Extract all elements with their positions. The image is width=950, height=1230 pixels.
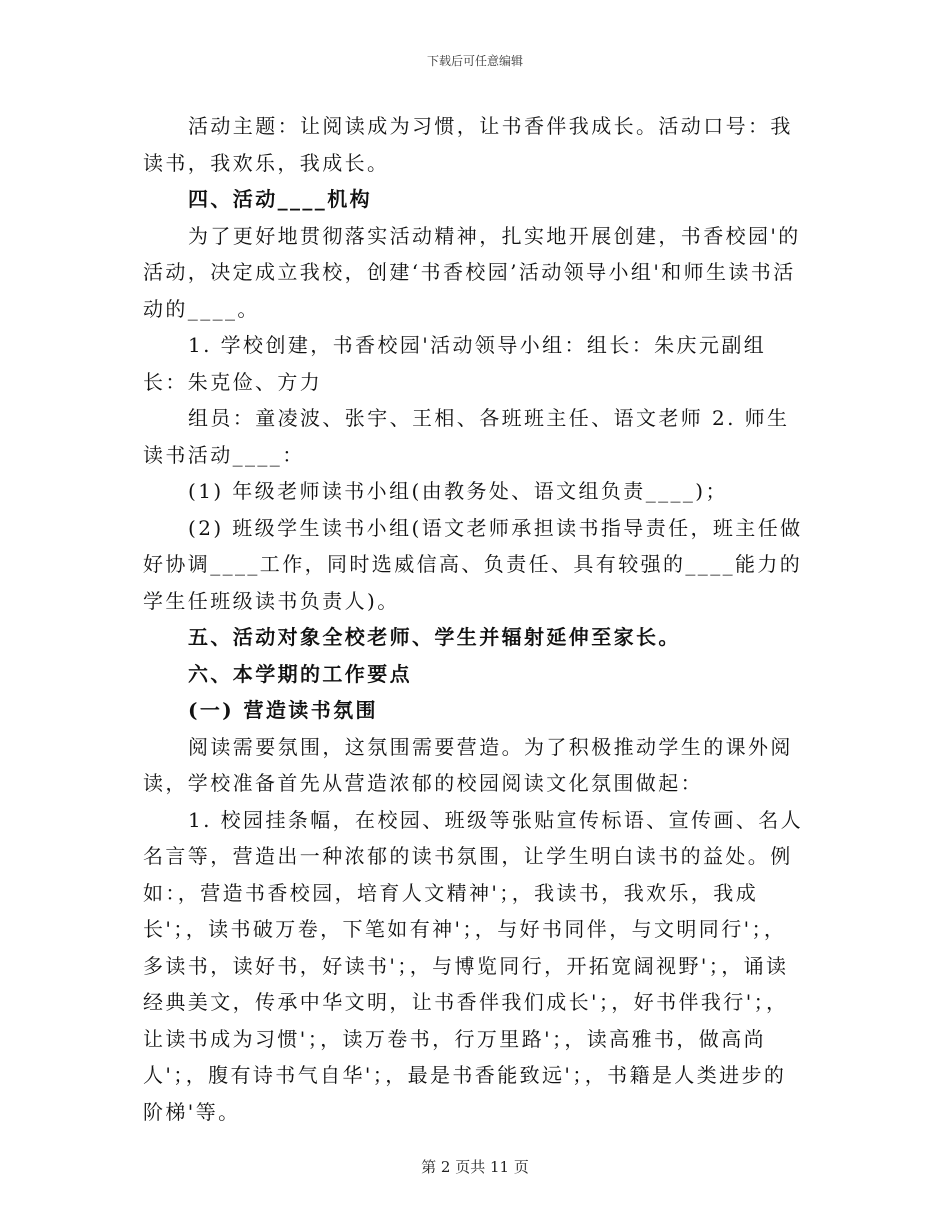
page-header: 下载后可任意编辑 bbox=[426, 54, 523, 68]
paragraph-campus-banners: 1. 校园挂条幅，在校园、班级等张贴宣传标语、宣传画、名人名言等，营造出一种浓郁的读书氛围，让学生明白读书的益处。例如：，营造书香校园，培育人文精神'；，我读书，我欢乐，我成长'；，读书破万卷，下笔如有神'；，与好书同伴，与文明同行'；，多读书，读好书，好读书'；，与博览同行，开拓宽阔视野'；，诵读经典美文，传承中华文明，让书香伴我们成长'；，好书伴我行'；，让读书成为习惯'；，读万卷书，行万里路'；，读高雅书，做高尚人'；，腹有诗书气自华'；，最是书香能致远'；，书籍是人类进步的阶梯'等。 bbox=[143, 807, 804, 1124]
heading-section-6: 六、本学期的工作要点 bbox=[188, 661, 412, 686]
heading-subsection-1: (一) 营造读书氛围 bbox=[188, 698, 378, 722]
heading-section-4: 四、活动____机构 bbox=[188, 187, 372, 211]
page-number: 第 2 页共 11 页 bbox=[421, 1158, 529, 1176]
paragraph-group-members: 组员：童凌波、张宇、王相、各班班主任、语文老师 2. 师生读书活动____： bbox=[143, 406, 790, 467]
paragraph-activity-theme: 活动主题：让阅读成为习惯，让书香伴我成长。活动口号：我读书，我欢乐，我成长。 bbox=[143, 114, 793, 175]
paragraph-leadership-group: 1. 学校创建，书香校园'活动领导小组：组长：朱庆元副组长：朱克俭、方力 bbox=[143, 333, 767, 394]
paragraph-reading-atmosphere: 阅读需要氛围，这氛围需要营造。为了积极推动学生的课外阅读，学校准备首先从营造浓郁的校园阅读文化氛围做起： bbox=[143, 734, 793, 795]
paragraph-organization-intro: 为了更好地贯彻落实活动精神，扎实地开展创建，书香校园'的活动，决定成立我校，创建‘书香校园’活动领导小组'和师生读书活动的____。 bbox=[143, 223, 801, 321]
paragraph-class-reading-group: (2) 班级学生读书小组(语文老师承担读书指导责任，班主任做好协调____工作，同时选威信高、负责任、具有较强的____能力的学生任班级读书负责人)。 bbox=[143, 515, 803, 613]
paragraph-teacher-reading-group: (1) 年级老师读书小组(由教务处、语文组负责____)； bbox=[188, 479, 728, 503]
document-body bbox=[143, 108, 808, 1130]
heading-section-5: 五、活动对象全校老师、学生并辐射延伸至家长。 bbox=[188, 625, 681, 649]
